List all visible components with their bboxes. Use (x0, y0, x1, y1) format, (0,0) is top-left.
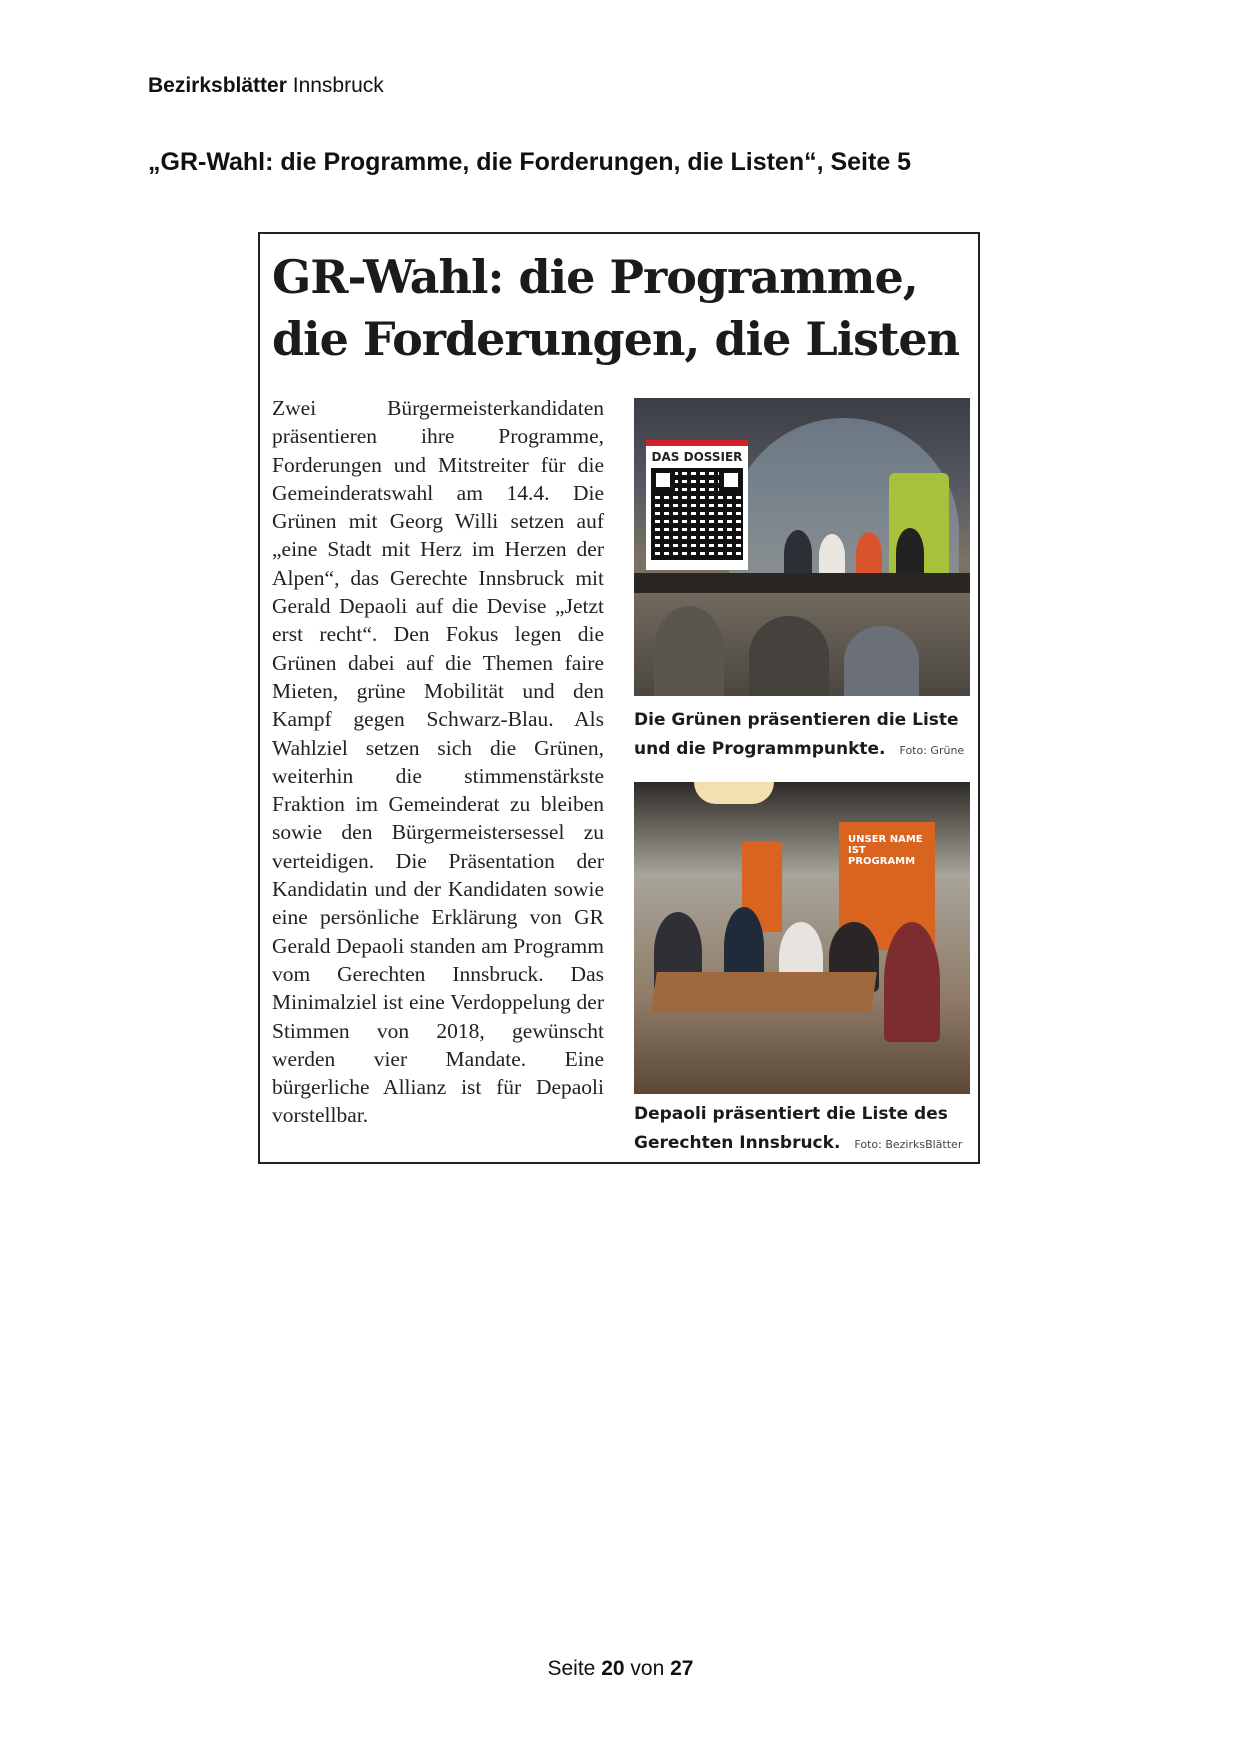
article-headline (272, 246, 972, 370)
footer-middle: von (630, 1657, 665, 1680)
dossier-badge (646, 440, 748, 570)
source-line (148, 74, 384, 98)
photo1-caption-block (634, 706, 970, 765)
document-title: „GR-Wahl: die Programme, die Forderungen, die Listen“, Seite 5 (148, 148, 912, 176)
photo2-caption-block (634, 1100, 970, 1159)
ceiling-lamp (694, 782, 774, 804)
photo-depaoli-press-conference (634, 782, 970, 1094)
photo-gruene-press-conference (634, 398, 970, 696)
photo1-credit: Foto: Grüne (899, 744, 965, 757)
audience-member (749, 616, 829, 696)
person (856, 532, 882, 578)
headline-line-2: die Forderungen, die Listen (272, 312, 960, 366)
audience-member (654, 606, 724, 696)
footer-current-page: 20 (601, 1657, 625, 1680)
person (896, 528, 924, 578)
stage-table (634, 573, 970, 593)
headline-line-1: GR-Wahl: die Programme, (272, 250, 918, 304)
person (784, 530, 812, 578)
dossier-label: DAS DOSSIER (651, 450, 743, 464)
photo1-caption: Die Grünen präsentieren die Liste und die Programmpunkte. (634, 710, 959, 759)
photo2-credit: Foto: BezirksBlätter (854, 1138, 963, 1151)
publication-region: Innsbruck (292, 74, 384, 97)
photo2-caption: Depaoli präsentiert die Liste des Gerechten Innsbruck. (634, 1104, 948, 1153)
footer-total-pages: 27 (670, 1657, 694, 1680)
person (819, 534, 845, 578)
publication-name: Bezirksblätter (148, 74, 287, 97)
footer-prefix: Seite (547, 1657, 596, 1680)
newspaper-clipping (258, 232, 980, 1164)
qr-code-icon (651, 468, 743, 560)
article-body: Zwei Bürgermeisterkandidaten präsentieren ihre Programme, Forderungen und Mitstreiter für die Gemeinderatswahl am 14.4. Die Grünen mit Georg Willi setzen auf „eine Stadt mit Herz im Herzen der Alpen“, das Gerechte Innsbruck mit Gerald Depaoli auf die Devise „Jetzt erst recht“. Den Fokus legen die Grünen dabei auf die Themen faire Mieten, grüne Mobilität und den Kampf gegen Schwarz-Blau. Als Wahlziel setzen sich die Grünen, weiterhin die stimmenstärkste Fraktion im Gemeinderat zu bleiben sowie den Bürgermeistersessel zu verteidigen. Die Präsentation der Kandidatin und der Kandidaten sowie eine persönliche Erklärung von GR Gerald Depaoli standen am Programm vom Gerechten Innsbruck. Das Minimalziel ist eine Verdoppelung der Stimmen von 2018, gewünscht werden vier Mandate. Eine bürgerliche Allianz ist für Depaoli vorstellbar. (272, 396, 604, 1128)
wooden-table (651, 972, 877, 1012)
page-footer (0, 1657, 1241, 1681)
audience-member (844, 626, 919, 696)
person (884, 922, 940, 1042)
poster-slogan: UNSER NAME IST PROGRAMM (848, 834, 923, 867)
